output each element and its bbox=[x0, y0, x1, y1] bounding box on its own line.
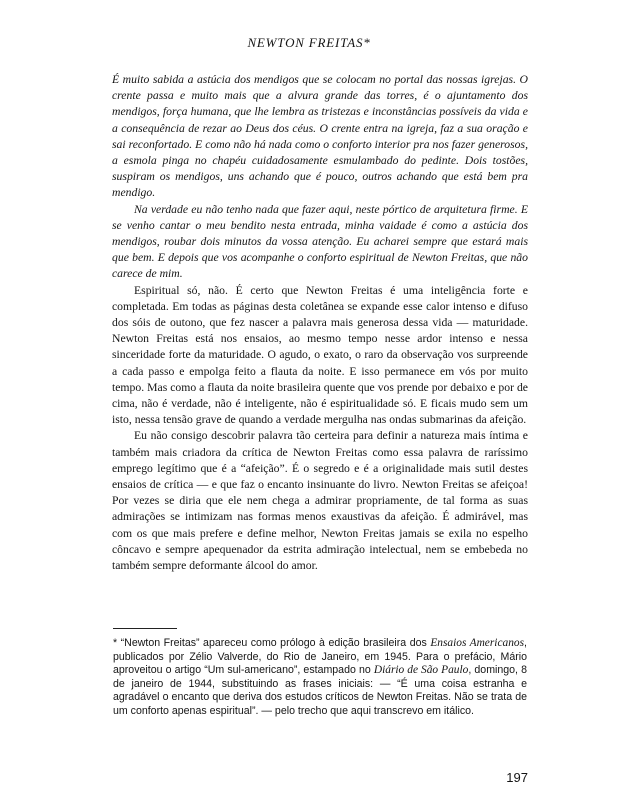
body-paragraph-1: É muito sabida a astúcia dos mendigos que se colocam no portal das nossas igrejas. O crente passa e muito mais que a alvura grande das torres, é o ajuntamento dos mendigos, força humana, que lhe lembra as tristezas e inconstâncias possíveis da vida e a consequência de rezar ao Deus dos céus. O crente entra na igreja, faz a sua oração e sai reconfortado. E como não há nada como o conforto interior pra nos fazer generosos, a esmola pinga no chapéu cuidadosamente esmulambado do pedinte. Dois tostões, suspiram os mendigos, uns achando que é pouco, outros achando que está bem pra mendigo. bbox=[112, 73, 528, 200]
footnote-newspaper-title: Diário de São Paulo bbox=[373, 664, 469, 677]
body-text bbox=[112, 72, 528, 574]
footnote-text-1: “Newton Freitas” apareceu como prólogo à edição brasileira dos bbox=[120, 637, 427, 649]
footnote-marker: * bbox=[113, 637, 118, 649]
footnote bbox=[113, 637, 527, 719]
body-paragraph-3: Espiritual só, não. É certo que Newton Freitas é uma inteligência forte e completada. Em todas as páginas desta coletânea se expande esse calor intenso e difuso dos sóis de outono, que fez nascer a palavra mais generosa dessa vida — maturidade. Newton Freitas está nos ensaios, ao mesmo tempo nesse ardor intenso e nessa sinceridade forte da maturidade. O agudo, o exato, o raro da observação vos surpreende a cada passo e empolga feito a flauta da noite. E isso permanece em vós por muito tempo. Mas como a flauta da noite brasileira quente que vos prende por debaixo e por de cima, não é verdade, não é inteligente, não é espiritualidade só. E ficais mudo sem um isto, nessa tensão grave de quando a verdade mergulha nas ondas submarinas da afeição. bbox=[112, 283, 528, 427]
body-paragraph-2: Na verdade eu não tenho nada que fazer aqui, neste pórtico de arquitetura firme. E se venho cantar o meu bendito nesta entrada, minha vaidade é como a astúcia dos mendigos, roubar dois minutos da vossa atenção. Eu acharei sempre que estará mais que bem. E depois que vos acompanhe o conforto espiritual de Newton Freitas, que não carece de mim. bbox=[112, 202, 528, 281]
footnote-text-2: , publicados por Zélio Valverde, do Rio de Janeiro, em 1945. Para o prefácio, Mário aproveitou o artigo “Um sul-americano”, estampado no bbox=[113, 637, 527, 677]
body-paragraph-4: Eu não consigo descobrir palavra tão certeira para definir a natureza mais íntima e também mais criadora da crítica de Newton Freitas como essa palavra de raríssimo emprego legítimo que é a “afeição”. É o segredo e é a originalidade mais sutil destes ensaios de crítica — e que faz o encanto insinuante do livro. Newton Freitas se afeiçoa! Por vezes se diria que ele nem chega a admirar propriamente, de tal forma as suas admirações se intimizam nas formas menos exaustivas da afeição. É admirável, mas com os que mais prefere e define melhor, Newton Freitas jamais se exila no espelho côncavo e sempre apequenador da estrita admiração intelectual, nem se embebeda no também sempre deformante álcool do amor. bbox=[112, 429, 528, 573]
footnote-book-title: Ensaios Americanos bbox=[430, 637, 525, 649]
page-number: 197 bbox=[506, 770, 528, 785]
footnote-text-3: , domingo, 8 de janeiro de 1944, substituindo as frases iniciais: — “É uma coisa estranha e agradável o encanto que deriva dos estudos críticos de Newton Freitas. Não se trata de um conforto apenas espiritual”. — pelo trecho que aqui transcrevo em itálico. bbox=[113, 664, 527, 717]
chapter-title: NEWTON FREITAS* bbox=[247, 35, 371, 50]
footnote-rule bbox=[113, 628, 177, 629]
